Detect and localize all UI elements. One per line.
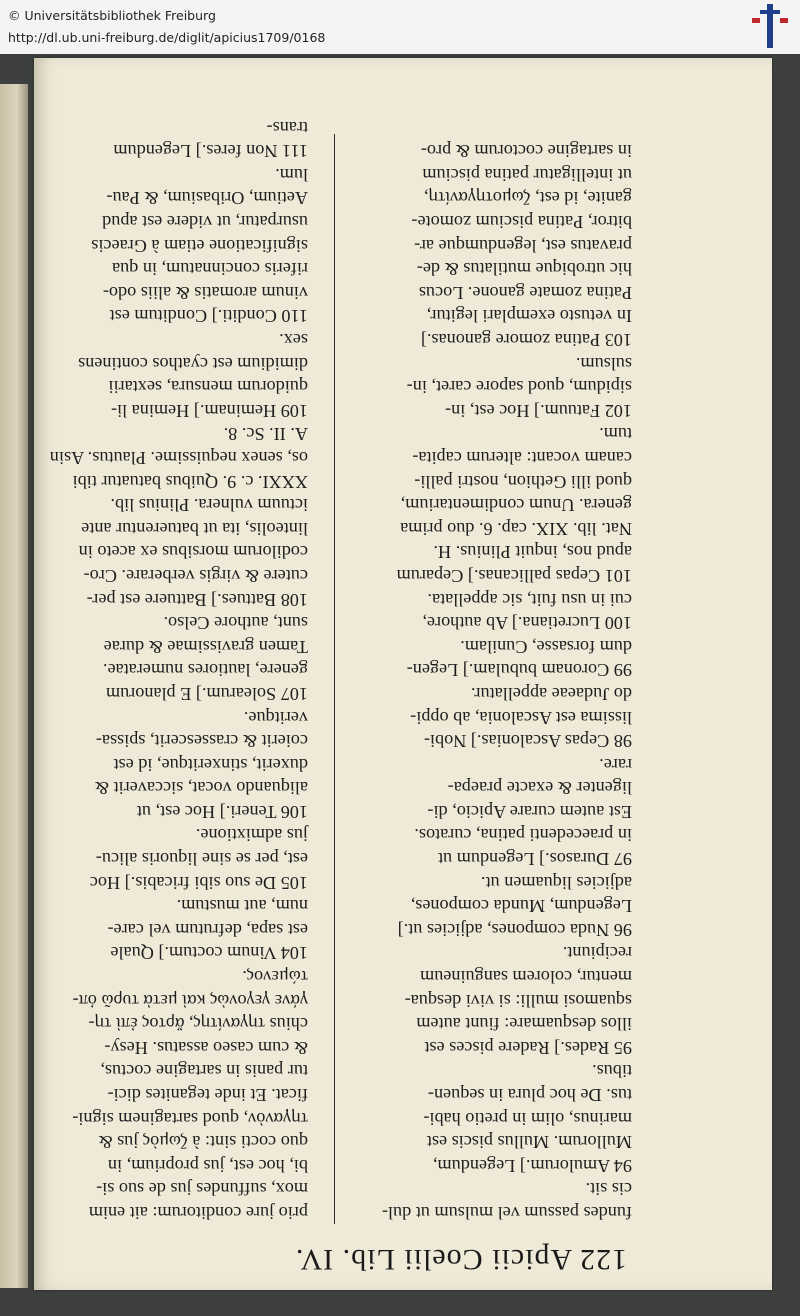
- text-line: linteolis, ita ut batuerentur ante: [81, 518, 308, 539]
- text-line: ut intelligatur patina piscium: [422, 164, 632, 185]
- text-line: coierit & crassescerit, spissa-: [95, 731, 308, 752]
- text-line: 100 Lucretiana.] Ab authore,: [422, 613, 632, 634]
- text-line: est, per se sine liquoris alicu-: [95, 849, 308, 870]
- text-line: bi, hoc est, jus proprium, in: [107, 1155, 308, 1176]
- text-line: cui in usu fuit, sic appellata.: [427, 589, 632, 610]
- text-line: cutere & virgis verberare. Cro-: [83, 565, 308, 586]
- text-line: 109 Heminam.] Hemina li-: [111, 400, 308, 421]
- text-line: Mullorum. Mullus piscis est: [426, 1132, 632, 1153]
- text-line: ganite, id est, ζωμοτηγανίτη,: [423, 188, 632, 209]
- text-line: rare.: [599, 754, 632, 775]
- text-line: marinus, olim in pretio habi-: [423, 1108, 632, 1129]
- text-line: A. II. Sc. 8.: [223, 424, 308, 445]
- text-line: tum.: [599, 424, 632, 445]
- text-line: quo cocti sint: à ζωμὸς jus &: [98, 1132, 308, 1153]
- text-line: dimidium est cyathos continens: [78, 353, 308, 374]
- text-line: usurpatur, ut videre est apud: [102, 212, 308, 233]
- text-line: vinum aromatis & aliis odo-: [102, 282, 308, 303]
- text-line: XXXI. c. 9. Quibus batuatur tibi: [72, 471, 308, 492]
- text-line: riferis concinnatum, in qua: [112, 259, 308, 280]
- text-line: tur panis in sartagine coctus,: [100, 1061, 308, 1082]
- text-line: trans-: [266, 117, 308, 138]
- text-line: genere, lautiores numeratae.: [102, 660, 308, 681]
- text-line: tibus.: [592, 1061, 632, 1082]
- text-line: 107 Solearum.] E planorum: [105, 683, 308, 704]
- text-line: recipiunt.: [562, 943, 632, 964]
- text-line: 94 Amulorum.] Legendum,: [432, 1155, 632, 1176]
- text-line: bitror, Patina piscium zomote-: [411, 212, 632, 233]
- text-line: prio jure conditorum: ait enim: [88, 1203, 308, 1223]
- running-head: 122 Apicii Coelii Lib. IV.: [294, 1243, 627, 1276]
- text-line: 101 Cepas pallicanas.] Ceparum: [396, 565, 632, 586]
- text-line: 104 Vinum coctum.] Quale: [110, 943, 308, 964]
- text-line: 111 Non feres.] Legendum: [113, 141, 308, 162]
- left-column: [342, 139, 632, 1224]
- text-line: 98 Cepas Ascalonias.] Nobi-: [423, 731, 632, 752]
- text-line: chius τηγανίτης, ἄρτος ἐπὶ τη-: [88, 1014, 308, 1035]
- text-line: hic utrobique mutilatus & de-: [416, 259, 632, 280]
- text-line: 96 Nuda compones, adjicies ut.]: [397, 919, 632, 940]
- text-line: veritque.: [243, 707, 308, 728]
- text-line: mox, suffundes jus de suo si-: [96, 1179, 308, 1200]
- text-line: quod illi Gethion, nostri palli-: [414, 471, 632, 492]
- text-line: significatione etiam à Graecis: [91, 235, 308, 256]
- text-line: 95 Rades.] Radere pisces est: [424, 1037, 632, 1058]
- text-line: τηγανὸν, quod sartaginem signi-: [72, 1108, 308, 1129]
- text-line: apud nos, inquit Plinius. H.: [433, 542, 632, 563]
- text-line: Nat. lib. XIX. cap. 6. duo prima: [400, 518, 632, 539]
- text-line: illos desquamare: fiunt autem: [416, 1014, 632, 1035]
- text-line: sipidum, quod sapore caret, in-: [406, 377, 632, 398]
- text-line: fundes passum vel mulsum ut dul-: [381, 1203, 632, 1223]
- text-line: in praecedenti patina, curatos.: [414, 825, 632, 846]
- page-url-link[interactable]: http://dl.ub.uni-freiburg.de/diglit/apicius1709/0168: [8, 30, 326, 45]
- text-line: mentur, colorem sanguineum: [420, 967, 632, 988]
- text-line: sunt, authore Celso.: [163, 613, 308, 634]
- text-line: 105 De suo sibi fricabis.] Hoc: [89, 872, 308, 893]
- text-line: & cum caseo assatus. Hesy-: [104, 1037, 308, 1058]
- text-line: Aetium, Oribasium, & Pau-: [106, 188, 308, 209]
- column-divider: [334, 134, 335, 1224]
- text-line: os, senex nequissime. Plautus. Asin: [49, 448, 308, 468]
- text-line: genera. Unum condimentarium,: [400, 495, 632, 516]
- text-line: 110 Conditi.] Conditum est: [109, 306, 308, 327]
- text-line: sulsum.: [575, 353, 632, 374]
- text-line: In vetusto exemplari legitur,: [426, 306, 632, 327]
- text-line: lissima est Ascalonia, ab oppi-: [410, 707, 632, 728]
- copyright-text: © Universitätsbibliothek Freiburg: [8, 8, 216, 23]
- text-line: in sartagine coctorum & pro-: [420, 141, 632, 162]
- text-line: 102 Fatuum.] Hoc est, in-: [445, 400, 632, 421]
- text-line: γάνε γεγονὼς καὶ μετὰ τυρῶ ὀπ-: [72, 990, 308, 1011]
- right-column: [18, 115, 308, 1224]
- text-line: 106 Teneri.] Hoc est, ut: [136, 801, 308, 822]
- rotated-text-block: [34, 58, 772, 1290]
- text-line: canam vocant: alterum capita-: [412, 448, 632, 468]
- text-line: ficat. Et inde teganites dici-: [107, 1085, 308, 1106]
- text-line: num, aut mustum.: [176, 896, 308, 917]
- text-line: do Judaeae appellatur.: [470, 683, 632, 704]
- text-line: cis sit.: [585, 1179, 632, 1200]
- text-line: τώμενος.: [242, 967, 308, 988]
- text-line: ligenter & exacte praepa-: [447, 778, 632, 799]
- text-line: est sapa, defrutum vel care-: [107, 919, 308, 940]
- text-line: pravatus est, legendumque ar-: [414, 235, 632, 256]
- text-line: jus admixtione.: [195, 825, 308, 846]
- text-line: Patina zomate ganone. Locus: [418, 282, 632, 303]
- text-line: 97 Durasos.] Legendum ut: [438, 849, 632, 870]
- text-line: lum.: [275, 164, 308, 185]
- text-line: tus. De hoc plura in sequen-: [427, 1085, 632, 1106]
- text-line: 99 Coronam bubulam.] Legen-: [406, 660, 632, 681]
- text-line: Tamen gravissimae & durae: [103, 636, 308, 657]
- library-banner: [0, 0, 800, 55]
- text-line: ictuum vulnera. Plinius lib.: [110, 495, 308, 516]
- ub-freiburg-logo-icon[interactable]: [748, 4, 792, 48]
- text-line: 108 Battues.] Battuere est per-: [86, 589, 308, 610]
- text-line: quidorum mensura, sextarii: [108, 377, 308, 398]
- text-line: duxerit, stinxeritque, id est: [113, 754, 308, 775]
- text-line: Legendum, Munda compones,: [410, 896, 632, 917]
- text-line: aliquando vocat, siccaverit &: [94, 778, 308, 799]
- text-line: codilorum morsibus ex aceto in: [78, 542, 308, 563]
- text-line: dum forsasse, Cunilam.: [460, 636, 632, 657]
- text-line: Est autem curare Apicio, di-: [427, 801, 632, 822]
- text-line: sex.: [279, 330, 308, 351]
- text-line: squamosi mulli: si vivi desqua-: [404, 990, 632, 1011]
- text-line: 103 Patina zomore ganonas.]: [420, 330, 632, 351]
- text-line: adjicies liquamen ut.: [480, 872, 632, 893]
- scanned-page: [34, 58, 772, 1290]
